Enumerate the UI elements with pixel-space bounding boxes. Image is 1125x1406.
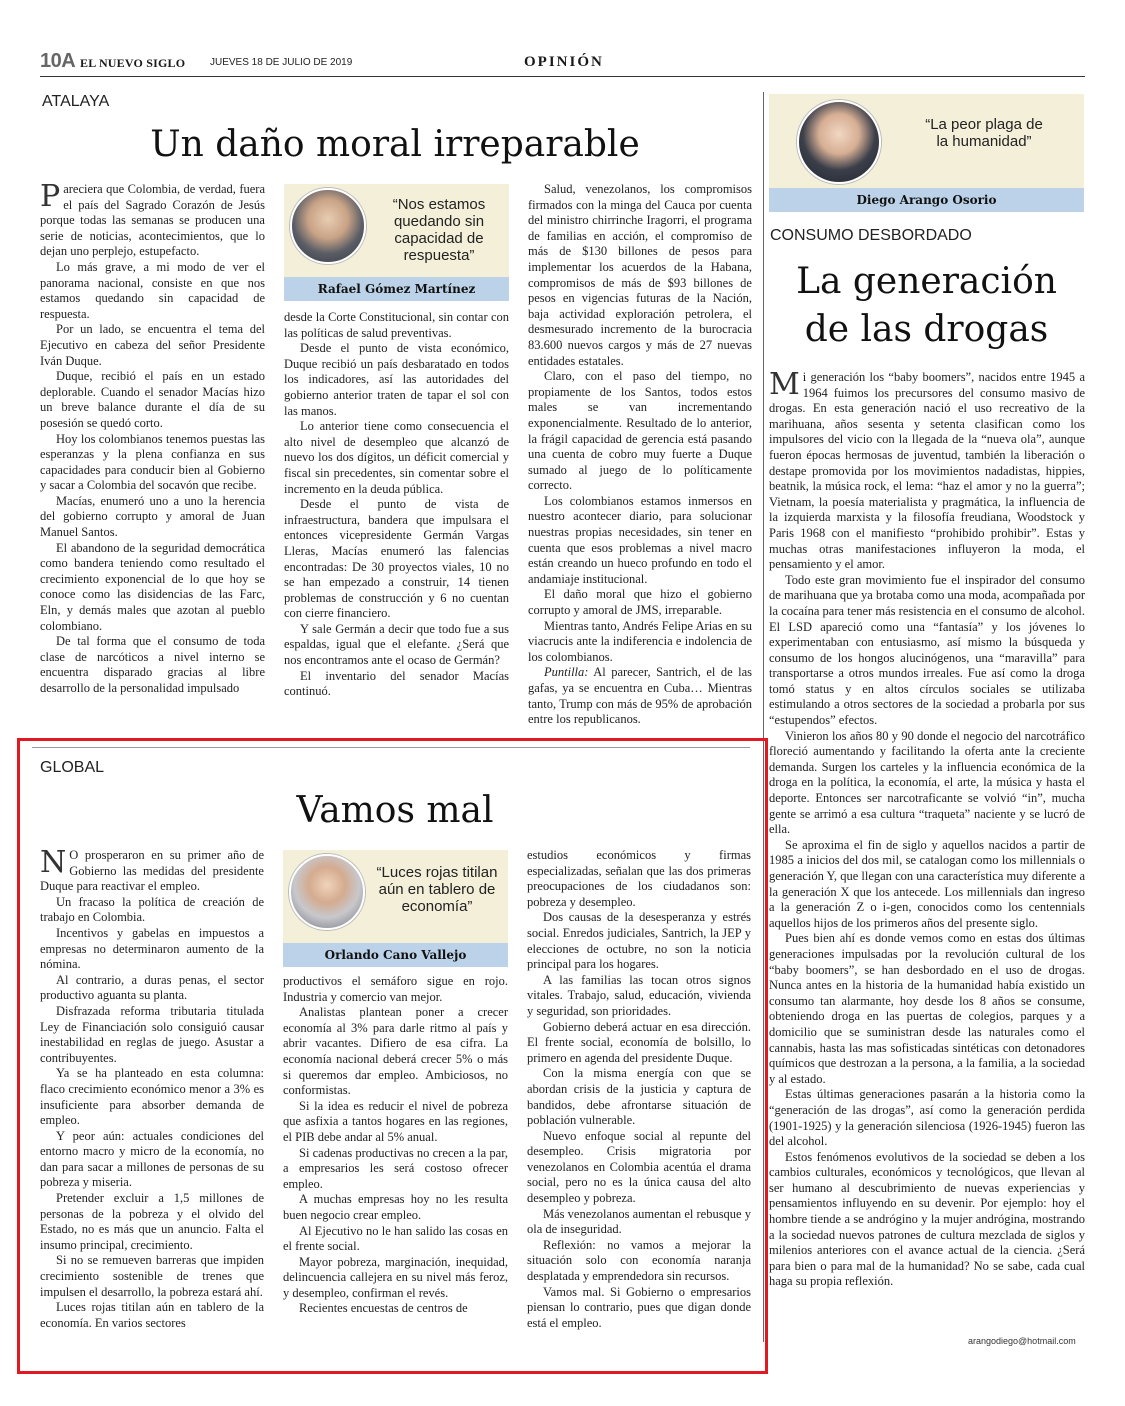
page-header [40,50,1085,76]
paragraph: Y sale Germán a decir que todo fue a sus espaldas, igual que el elefante. ¿Será que nos encontramos ante el ocaso de Germán? [284,621,509,668]
paragraph: Lo más grave, a mi modo de ver el panorama nacional, consiste en que nos estamos quedando sin capacidad de respuesta. [40,259,265,321]
paragraph: El daño moral que hizo el gobierno corrupto y amoral de JMS, irreparable. [528,587,752,618]
global-headline: Vamos mal [296,790,494,831]
author-name: Rafael Gómez Martínez [284,277,509,301]
paragraph: Con la misma energía con que se abordan crisis de la justicia y captura de bandidos, debe afrontarse situación de población vulnerable. [527,1066,751,1128]
highlight-frame [17,738,768,1374]
paragraph: Pues bien ahí es donde vemos como en estas dos últimas generaciones impulsadas por la revolución cultural de los “baby boomers”, se han desbordado en el uso de drogas. Nunca antes en la historia de la humanidad había existido un consumo tan alarmante, hoy desde los 8 años se consume, obteniendo droga en las puertas de colegios, parques y a domicilio que se suministran desde las naturales como el cannabis, hasta las mas sofisticadas sintéticas con detonadores químicos que destrozan a la persona, a la familia, a la sociedad y al estado. [769,931,1085,1086]
author-name: Diego Arango Osorio [769,188,1084,212]
paragraph: Estas últimas generaciones pasarán a la historia como la “generación de las drogas”, así como la generación perdida (1901-1925) y la generación silenciosa (1926-1945) fueron las del alcohol. [769,1087,1085,1149]
paragraph: Se aproxima el fin de siglo y aquellos nacidos a partir de 1985 a inicios del dos mil, se catalogan como los millennials o generación Y, que llegan con una característica muy diferente a la generación X que los antecede. Los millennials dan ingreso a la generación Z o i-gen, conocidos como los centennials aquellos hijos de los primeros años del presente siglo. [769,837,1085,930]
paragraph: El abandono de la seguridad democrática como bandera teniendo como resultado el crecimiento exponencial de lo que hoy se conoce como las disidencias de las Farc, Eln, y demás males que azotan al pueblo colombiano. [40,540,265,633]
headline-line-2: de las drogas [804,309,1049,350]
atalaya-column-3 [528,182,752,730]
consumo-column [769,370,1085,1334]
header-divider [40,76,1085,77]
paragraph: Estos fenómenos evolutivos de la sociedad se deben a los cambios culturales, económicos y tecnológicos, que llevan al ser humano al descubrimiento de nuevas experiencias y pensamientos influyendo en su devenir. Por ejemplo: hoy el hombre tiende a se andrógino y la mujer andrógina, mostrando a la sociedad nuevos patrones de cultura mezclada de siglos y milenios anteriores con el avance actual de la ciencia. ¿Será para bien o para mal de la humanidad? No se sabe, cada cual haga su propia reflexión. [769,1149,1085,1289]
author-quote: “Luces rojas titilan aún en tablero de economía” [376,864,498,915]
paragraph: Mayor pobreza, marginación, inequidad, delincuencia callejera en su nivel más feroz, y desempleo, confirman el revés. [283,1254,508,1300]
paragraph: Al Ejecutivo no le han salido las cosas en el frente social. [283,1223,508,1254]
puntilla-label: Puntilla: [544,665,589,680]
paragraph: desde la Corte Constitucional, sin contar con las políticas de salud preventivas. [284,310,509,340]
paragraph: Y peor aún: actuales condiciones del entorno macro y micro de la economía, no dan para sacar a millones de personas de su pobreza y miseria. [40,1128,264,1190]
paragraph: Ya se ha planteado en esta columna: flaco crecimiento económico menor a 3% es insuficiente para absorber demanda de empleo. [40,1066,264,1128]
paragraph: Si la idea es reducir el nivel de pobreza que asfixia a tantos hogares en las regiones, el PIB debe andar al 5% anual. [283,1098,508,1144]
author-name: Orlando Cano Vallejo [283,943,508,967]
paragraph: Al contrario, a duras penas, el sector productivo aguanta su planta. [40,972,264,1003]
paragraph: Disfrazada reforma tributaria titulada Ley de Financiación solo consiguió causar inestabilidad en reglas de juego. Asustar a contribuyentes. [40,1003,264,1065]
atalaya-column-2 [284,310,509,730]
paragraph: Incentivos y gabelas en impuestos a empresas no determinaron aumento de la nómina. [40,925,264,972]
author-portrait-icon [290,188,366,264]
paragraph: Pretender excluir a 1,5 millones de personas de la pobreza y el olvido del Estado, no es más que un anuncio. Falta el insumo principal, crecimiento. [40,1191,264,1252]
atalaya-headline: Un daño moral irreparable [150,124,640,165]
paragraph: De tal forma que el consumo de toda clase de narcóticos a nivel interno se encuentra disparado gracias al libre desarrollo de la personalidad impulsado [40,634,265,695]
paragraph: Desde el punto de vista de infraestructura, bandera que impulsara el entonces vicepresidente Germán Vargas Lleras, Macías enumeró las falencias encontradas: De 30 proyectos viales, 10 no se han empezado a construir, 14 tienen problemas de construcción y 6 no cuentan con cierre financiero. [284,497,509,621]
consumo-headline [769,258,1084,354]
paragraph: Lo anterior tiene como consecuencia el alto nivel de desempleo que alcanzó de nuevo los dos dígitos, un déficit comercial y fiscal sin precedentes, sin comentar sobre el incremento en la deuda pública. [284,419,509,496]
author-quote: “Nos estamos quedando sin capacidad de respuesta” [392,196,486,264]
paragraph: Recientes encuestas de centros de [299,1301,468,1316]
consumo-lead: i generación los “baby boomers”, nacidos entre 1945 a 1964 fuimos los precursores del consumo masivo de drogas. En esta generación nació el uso recreativo de la marihuana, años sesenta y setenta clasifican como los impulsores del vicio con la llegada de la “nueva ola”, aunque fueron épocas hermosas de juventud, también la liberación o destape promovida por los movimientos nadadistas, hippies, beatnik, la música rock, el lema: “haz el amor y no la guerra”; Vietnam, la poesía materialista y pragmática, la influencia de la izquierda marxista y la filosofía freudiana, Woodstock y Paris 1968 con el manifiesto “prohibido prohibir”. Estas y muchas otras manifestaciones influyeron la moda, el pensamiento y el amor. [769,370,1085,572]
atalaya-lead: areciera que Colombia, de verdad, fuera el país del Sagrado Corazón de Jesús porque todas las semanas se producen una serie de noticias, acontecimientos, que lo dejan uno perplejo, estupefacto. [40,182,265,259]
paragraph [528,665,752,727]
consumo-dropcap: M [769,370,800,402]
atalaya-column-1 [40,182,265,730]
paragraph: Gobierno deberá actuar en esa dirección. El frente social, economía de bolsillo, lo primero en agenda del presidente Duque. [527,1019,751,1065]
global-kicker: GLOBAL [40,759,105,776]
paragraph: Si no se remueven barreras que impiden crecimiento sostenible de trenes que impulsen el desarrollo, la pobreza estará ahí. [40,1253,264,1299]
author-email: arangodiego@hotmail.com [968,1336,1076,1346]
paragraph: Macías, enumeró uno a uno la herencia del gobierno corrupto y amoral de Juan Manuel Santos. [40,493,265,540]
section-title: OPINIÓN [524,54,604,70]
paragraph: Si cadenas productivas no crecen a la par, a empresarios les será costoso ofrecer empleo. [283,1145,508,1191]
page-number: 10A [40,50,76,72]
paragraph: Nuevo enfoque social al repunte del desempleo. Crisis migratoria por venezolanos en Colombia acentúa el drama social, pero no es la única causa del alto desempleo y pobreza. [527,1128,751,1206]
paragraph: Dos causas de la desesperanza y estrés social. Enredos judiciales, Santrich, la JEP y elecciones de octubre, no son la noticia principal para los hogares. [527,910,751,972]
paragraph: Mientras tanto, Andrés Felipe Arias en su viacrucis ante la indiferencia e indolencia de los colombianos. [528,618,752,664]
paragraph: Desde el punto de vista económico, Duque recibió un país desbaratado en todos los indicadores, así las autoridades del gobierno anterior traten de tapar el sol con las manos. [284,341,509,418]
paragraph: Todo este gran movimiento fue el inspirador del consumo de marihuana que ya brotaba como una moda, acompañada por la cocaína para tener más resistencia en el consumo de alcohol. El LSD apareció como una “fantasía” y los jóvenes lo experimentaban con entusiasmo, así mismo la búsqueda y consumo de los hongos alucinógenos, una “maravilla” para transportarse a otros mundos irreales. Fue así como la droga tomó status y en altos círculos sociales se utilizaba estimulando a otros sectores de la sociedad a probarla por sus “estupendos” efectos. [769,572,1085,728]
atalaya-kicker: ATALAYA [42,93,110,110]
paragraph: Los colombianos estamos inmersos en nuestro acontecer diario, para solucionar nuestras propias necesidades, sin tener en cuenta que esos problemas a nivel macro están creando un hueco profundo en todo el andamiaje institucional. [528,493,752,586]
paragraph: Por un lado, se encuentra el tema del Ejecutivo en cabeza del señor Presidente Iván Duque. [40,322,265,368]
newspaper-name: EL NUEVO SIGLO [80,56,186,70]
headline-line-1: La generación [796,261,1057,302]
atalaya-author-box [284,184,509,301]
paragraph: Analistas plantean poner a crecer economía al 3% para darle ritmo al país y abrir vacantes. Difiero de esa cifra. La economía nacional deberá crecer 5% o más si queremos dar empleo. Ambiciosos, no conformistas. [283,1005,508,1098]
paragraph: Vamos mal. Si Gobierno o empresarios piensan lo contrario, pues que digan donde está el empleo. [527,1284,751,1330]
atalaya-dropcap: P [40,182,61,214]
paragraph: Hoy los colombianos tenemos puestas las esperanzas y la plena confianza en sus capacidades para conducir bien al Gobierno y sacar a Colombia del socavón que recibe. [40,431,265,493]
consumo-kicker: CONSUMO DESBORDADO [770,227,972,244]
paragraph: Un fracaso la política de creación de trabajo en Colombia. [40,894,264,925]
puntilla-text: Al parecer, Santrich, el de las gafas, ya se encuentra en Cuba… Mientras tanto, Trump con más de 95% de aprobación entre los republicanos. [528,665,752,727]
paragraph: Claro, con el paso del tiempo, no propiamente de los Santos, todos estos males se van incrementando exponencialmente. Resultado de lo anterior, la frágil capacidad de gerencia está pasando una cuenta de cobro muy fuerte a Duque sumado al juego de lo políticamente correcto. [528,369,752,493]
author-portrait-icon [797,100,881,184]
global-lead: O prosperaron en su primer año de Gobierno las medidas del presidente Duque para reactivar el empleo. [40,848,264,894]
paragraph: estudios económicos y firmas especializadas, señalan que las dos primeras preocupaciones de los ciudadanos son: pobreza y desempleo. [527,848,751,909]
paragraph: Vinieron los años 80 y 90 donde el negocio del narcotráfico floreció aumentando y facilitando la oferta ante la creciente demanda. Surgen los carteles y la influencia económica de la droga en la política, la economía, el arte, la música y hasta el deporte. Entonces ser narcotraficante se volvió “in”, mucha gente se arrimó a esa cultura “traqueta” naciente y se lucró de ella. [769,728,1085,837]
issue-date: JUEVES 18 DE JULIO DE 2019 [210,57,353,68]
paragraph: Más venezolanos aumentan el rebusque y ola de inseguridad. [527,1206,751,1237]
paragraph: Duque, recibió el país en un estado deplorable. Cuando el senador Macías hizo un breve balance durante el día de su posesión se quedó corto. [40,369,265,430]
consumo-author-box [769,94,1084,212]
paragraph: productivos el semáforo sigue en rojo. Industria y comercio van mejor. [283,974,508,1004]
paragraph: A muchas empresas hoy no les resulta buen negocio crear empleo. [283,1192,508,1222]
author-quote: “La peor plaga de la humanidad” [925,116,1043,150]
paragraph: El inventario del senador Macías continuó. [284,668,509,699]
paragraph: A las familias las tocan otros signos vitales. Trabajo, salud, educación, vivienda y seguridad, son prioridades. [527,972,751,1018]
global-dropcap: N [40,848,67,880]
paragraph: Luces rojas titilan aún en tablero de la economía. En varios sectores [40,1300,264,1330]
paragraph: Salud, venezolanos, los compromisos firmados con la minga del Cauca por cuenta del ministro chirrinche Iragorri, el programa de familias en acción, el compromiso de más de $130 billones de pesos para implementar los acuerdos de la Habana, compromisos de más de $93 billones de pesos en vigencias futuras de la Nación, baja actividad exploración petrolera, el desmesurado incremento de la burocracia 83.600 nuevos cargos y más de 27 nuevas entidades estatales. [528,182,752,368]
paragraph: Reflexión: no vamos a mejorar la situación solo con economía naranja desplatada y emprendedora sin recursos. [527,1237,751,1284]
